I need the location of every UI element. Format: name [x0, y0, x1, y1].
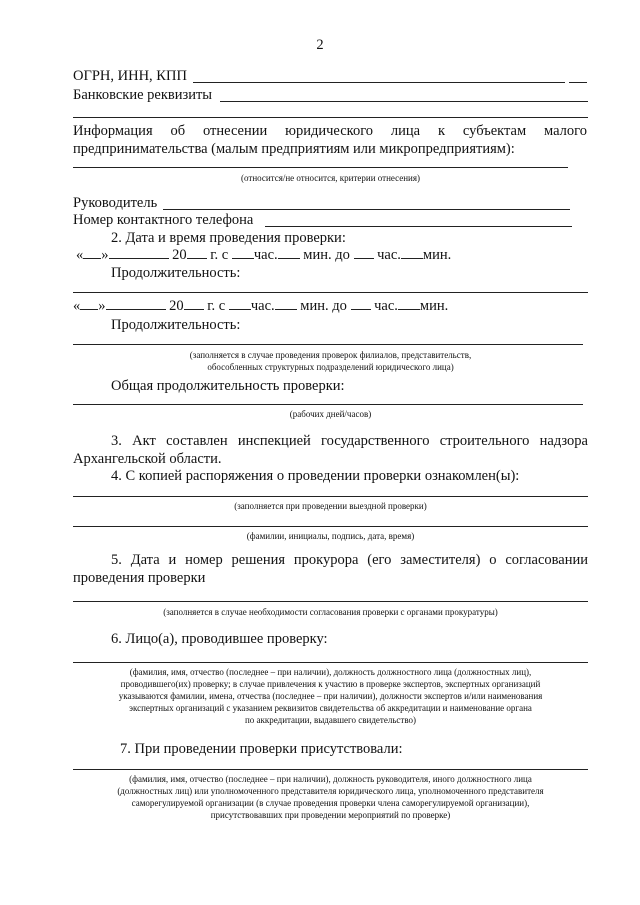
datetime-row-1: « » 20 г. с час. мин. до час. мин. — [76, 247, 452, 263]
section-3-line-2: Архангельской области. — [73, 451, 222, 467]
page-number: 2 — [316, 37, 324, 53]
section-3-line-1: 3. Акт составлен инспекцией государственного строительного надзора — [111, 433, 588, 449]
section-4-field-2[interactable] — [73, 526, 588, 527]
total-duration-label: Общая продолжительность проверки: — [111, 378, 345, 394]
ogrn-field[interactable] — [193, 82, 565, 83]
section-6-hint-4: экспертных организаций с указанием реквизитов свидетельства об аккредитации и наименование органа — [129, 703, 532, 713]
section-5-line-2: проведения проверки — [73, 570, 206, 586]
bank-label: Банковские реквизиты — [73, 87, 213, 103]
section-6-hint-3: указываются фамилии, имена, отчества (последнее – при наличии), должности экспертов и/или наименования — [118, 691, 543, 701]
section-6-hint-2: проводившего(их) проверку; в случае привлечения к участию в проверке экспертов, экспертных организаций — [120, 679, 541, 689]
section-2-title: 2. Дата и время проведения проверки: — [111, 230, 346, 246]
section-7-hint-3: саморегулируемой организации (в случае проведения проверки члена саморегулируемой организации), — [131, 798, 530, 808]
section-4-hint-2: (фамилии, инициалы, подпись, дата, время) — [246, 531, 415, 541]
head-field[interactable] — [163, 209, 570, 210]
section-5-hint: (заполняется в случае необходимости согласования проверки с органами прокуратуры) — [163, 607, 498, 617]
section-4-title: 4. С копией распоряжения о проведении проверки ознакомлен(ы): — [111, 468, 520, 484]
section-5-line-1: 5. Дата и номер решения прокурора (его заместителя) о согласовании — [111, 552, 588, 568]
section-4-field-1[interactable] — [73, 496, 588, 497]
duration-field-2[interactable] — [73, 344, 583, 345]
section-5-field[interactable] — [73, 601, 588, 602]
total-duration-field[interactable] — [73, 404, 583, 405]
section-7-field[interactable] — [73, 769, 588, 770]
datetime-row-2: « » 20 г. с час. мин. до час. мин. — [73, 298, 449, 314]
section-6-field[interactable] — [73, 662, 588, 663]
branch-hint-1: (заполняется в случае проведения проверок филиалов, представительств, — [189, 350, 472, 360]
branch-hint-2: обособленных структурных подразделений юридического лица) — [207, 362, 454, 372]
duration-label-1: Продолжительность: — [111, 265, 241, 281]
duration-field-1[interactable] — [73, 292, 588, 293]
info-field[interactable] — [73, 167, 568, 168]
section-6-title: 6. Лицо(а), проводившее проверку: — [111, 631, 328, 647]
section-7-hint-1: (фамилия, имя, отчество (последнее – при наличии), должность руководителя, иного должностного лица — [129, 774, 532, 784]
section-7-hint-4: присутствовавших при проведении мероприятий по проверке) — [210, 810, 451, 820]
phone-label: Номер контактного телефона — [73, 212, 254, 228]
total-duration-hint: (рабочих дней/часов) — [289, 409, 372, 419]
info-hint: (относится/не относится, критерии отнесения) — [241, 173, 420, 183]
bank-field[interactable] — [220, 101, 588, 102]
section-7-title: 7. При проведении проверки присутствовали: — [120, 741, 403, 757]
phone-field[interactable] — [265, 226, 572, 227]
section-7-hint-2: (должностных лиц) или уполномоченного представителя юридического лица, уполномоченного представителя — [117, 786, 544, 796]
ogrn-label: ОГРН, ИНН, КПП — [73, 68, 187, 84]
ogrn-field-end — [569, 82, 587, 83]
head-label: Руководитель — [73, 195, 158, 211]
section-4-hint-1: (заполняется при проведении выездной проверки) — [234, 501, 427, 511]
bank-field-line2[interactable] — [73, 117, 588, 118]
section-6-hint-5: по аккредитации, выдавшего свидетельство) — [244, 715, 417, 725]
info-line-2: предпринимательства (малым предприятиям или микропредприятиям): — [73, 141, 515, 157]
info-line-1: Информация об отнесении юридического лица к субъектам малого — [73, 123, 587, 139]
section-6-hint-1: (фамилия, имя, отчество (последнее – при наличии), должность должностного лица (должностных лиц), — [129, 667, 532, 677]
duration-label-2: Продолжительность: — [111, 317, 241, 333]
